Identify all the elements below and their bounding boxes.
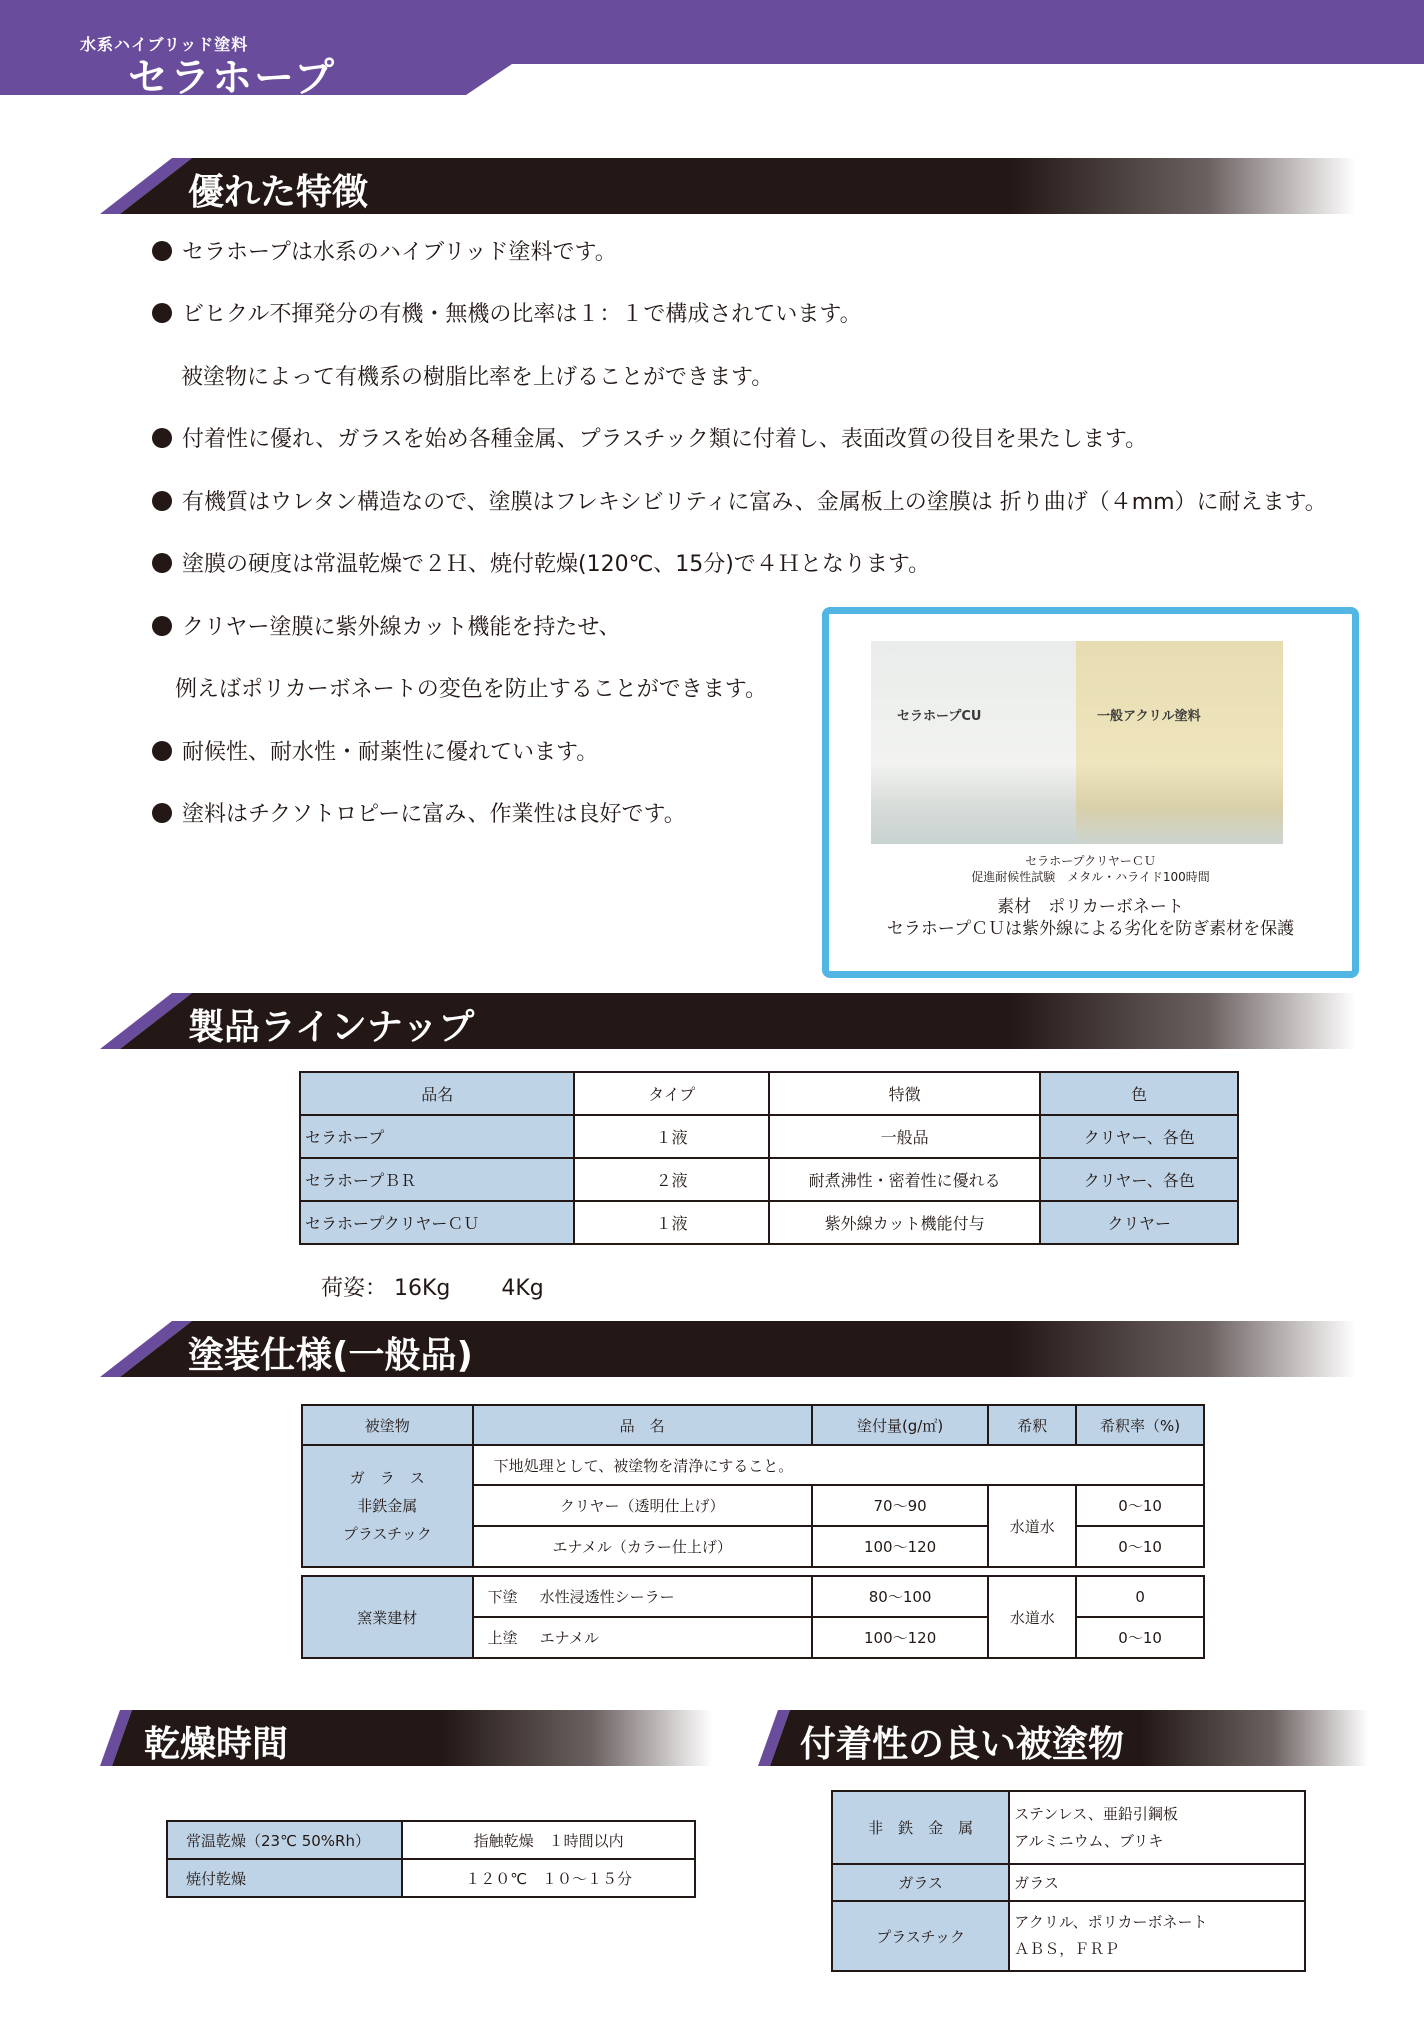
table-cell: 水道水 — [988, 1485, 1076, 1567]
table-cell: １液 — [574, 1115, 769, 1158]
feature-item: ビヒクル不揮発分の有機・無機の比率は１：１で構成されています。 — [152, 297, 862, 328]
table-cell: 80〜100 — [812, 1576, 989, 1617]
section-header-spec — [100, 1321, 1356, 1377]
table-row — [167, 1821, 695, 1859]
table-row — [832, 1864, 1305, 1901]
substrate-cell: ガ ラ ス 非鉄金属 プラスチック — [302, 1445, 473, 1567]
bullet-icon — [152, 241, 172, 261]
table-cell: 紫外線カット機能付与 — [769, 1201, 1040, 1244]
table-row — [300, 1201, 1238, 1244]
table-cell: セラホープクリヤーＣＵ — [300, 1201, 574, 1244]
table-row — [302, 1576, 1204, 1617]
feature-item: 塗膜の硬度は常温乾燥で２Ｈ、焼付乾燥(120℃、15分)で４Ｈとなります。 — [152, 547, 930, 578]
table-cell: エナメル（カラー仕上げ） — [473, 1526, 812, 1567]
bullet-icon — [152, 741, 172, 761]
table-row — [832, 1791, 1305, 1864]
table-cell: 焼付乾燥 — [167, 1859, 402, 1897]
banner-title: セラホープ — [128, 55, 336, 101]
photo-callout-box — [822, 607, 1359, 978]
feature-item: 塗料はチクソトロピーに富み、作業性は良好です。 — [152, 797, 686, 828]
table-cell: クリヤー（透明仕上げ） — [473, 1485, 812, 1526]
table-cell: １２０℃ １０〜１５分 — [402, 1859, 695, 1897]
table-header-row — [302, 1405, 1204, 1445]
table-cell: 上塗 エナメル — [473, 1617, 812, 1658]
photo-caption: セラホープクリヤーＣＵ — [1025, 854, 1156, 868]
feature-item: クリヤー塗膜に紫外線カット機能を持たせ、 — [152, 610, 621, 641]
packing-note: 荷姿： 16Kg 4Kg — [321, 1276, 544, 1301]
comparison-photo — [871, 641, 1283, 844]
column-header: タイプ — [574, 1072, 769, 1115]
table-cell: プラスチック — [832, 1901, 1009, 1971]
section-title-spec: 塗装仕様(一般品) — [188, 1335, 473, 1376]
substrate-cell: 窯業建材 — [302, 1576, 473, 1658]
table-cell: ガラス — [1009, 1864, 1305, 1901]
table-cell: セラホープＢＲ — [300, 1158, 574, 1201]
table-cell: ２液 — [574, 1158, 769, 1201]
photo-caption: 素材 ポリカーボネート — [997, 897, 1184, 917]
photo-caption: セラホープＣＵは紫外線による劣化を防ぎ素材を保護 — [886, 919, 1295, 939]
column-header: 品名 — [300, 1072, 574, 1115]
table-cell: クリヤー、各色 — [1040, 1115, 1238, 1158]
column-header: 希釈 — [988, 1405, 1076, 1445]
column-header: 品 名 — [473, 1405, 812, 1445]
section-title-lineup: 製品ラインナップ — [188, 1007, 475, 1048]
section-header-features — [100, 158, 1356, 214]
spec-table-ceramic — [301, 1575, 1205, 1659]
feature-item: 付着性に優れ、ガラスを始め各種金属、プラスチック類に付着し、表面改質の役目を果たします。 — [152, 422, 1147, 453]
photo-panel-cerahope — [871, 641, 1076, 844]
pretreatment-note: 下地処理として、被塗物を清浄にすること。 — [473, 1445, 1204, 1485]
table-cell: 0〜10 — [1076, 1485, 1204, 1526]
table-cell: 0〜10 — [1076, 1617, 1204, 1658]
table-cell: アクリル、ポリカーボネート ＡＢＳ，ＦＲＰ — [1009, 1901, 1305, 1971]
photo-label-left: セラホープCU — [897, 709, 982, 724]
column-header: 塗付量(g/㎡) — [812, 1405, 989, 1445]
photo-caption: 促進耐候性試験 メタル・ハライド100時間 — [971, 870, 1210, 884]
bullet-icon — [152, 803, 172, 823]
banner-subtitle: 水系ハイブリッド塗料 — [80, 35, 249, 54]
section-header-lineup — [100, 993, 1356, 1049]
table-cell: 70〜90 — [812, 1485, 989, 1526]
section-header-substrates — [758, 1710, 1368, 1766]
table-cell: ガラス — [832, 1864, 1009, 1901]
table-header-row — [300, 1072, 1238, 1115]
table-row — [832, 1901, 1305, 1971]
feature-item: 有機質はウレタン構造なので、塗膜はフレキシビリティに富み、金属板上の塗膜は 折り曲げ（４mm）に耐えます。 — [152, 485, 1327, 516]
substrates-table — [831, 1790, 1306, 1972]
table-cell: ステンレス、亜鉛引鋼板 アルミニウム、ブリキ — [1009, 1791, 1305, 1864]
table-row — [300, 1115, 1238, 1158]
section-title-drying: 乾燥時間 — [144, 1724, 289, 1765]
table-cell: 常温乾燥（23℃ 50%Rh） — [167, 1821, 402, 1859]
column-header: 被塗物 — [302, 1405, 473, 1445]
drying-table — [166, 1820, 696, 1898]
feature-continuation: 例えばポリカーボネートの変色を防止することができます。 — [175, 677, 768, 702]
lineup-table — [299, 1071, 1239, 1245]
table-cell: 0 — [1076, 1576, 1204, 1617]
bullet-icon — [152, 428, 172, 448]
table-cell: 一般品 — [769, 1115, 1040, 1158]
table-cell: 非 鉄 金 属 — [832, 1791, 1009, 1864]
top-banner — [0, 0, 1424, 101]
table-cell: クリヤー — [1040, 1201, 1238, 1244]
feature-item: セラホープは水系のハイブリッド塗料です。 — [152, 235, 617, 266]
section-title-features: 優れた特徴 — [188, 172, 369, 213]
photo-panel-acrylic — [1076, 641, 1283, 844]
table-cell: 下塗 水性浸透性シーラー — [473, 1576, 812, 1617]
feature-item: 耐候性、耐水性・耐薬性に優れています。 — [152, 735, 598, 766]
table-cell: 指触乾燥 １時間以内 — [402, 1821, 695, 1859]
table-cell: 耐煮沸性・密着性に優れる — [769, 1158, 1040, 1201]
section-header-drying — [100, 1710, 712, 1766]
table-cell: 水道水 — [988, 1576, 1076, 1658]
feature-continuation: 被塗物によって有機系の樹脂比率を上げることができます。 — [181, 365, 774, 390]
column-header: 希釈率（%) — [1076, 1405, 1204, 1445]
table-cell: 0〜10 — [1076, 1526, 1204, 1567]
photo-label-right: 一般アクリル塗料 — [1097, 709, 1201, 724]
bullet-icon — [152, 553, 172, 573]
table-cell: 100〜120 — [812, 1526, 989, 1567]
table-row — [167, 1859, 695, 1897]
column-header: 特徴 — [769, 1072, 1040, 1115]
table-cell: 100〜120 — [812, 1617, 989, 1658]
bullet-icon — [152, 303, 172, 323]
column-header: 色 — [1040, 1072, 1238, 1115]
table-cell: クリヤー、各色 — [1040, 1158, 1238, 1201]
table-cell: １液 — [574, 1201, 769, 1244]
section-title-substrates: 付着性の良い被塗物 — [800, 1724, 1125, 1765]
spec-table-general — [301, 1404, 1205, 1568]
table-cell: セラホープ — [300, 1115, 574, 1158]
table-row — [300, 1158, 1238, 1201]
bullet-icon — [152, 491, 172, 511]
table-row — [302, 1445, 1204, 1485]
bullet-icon — [152, 616, 172, 636]
